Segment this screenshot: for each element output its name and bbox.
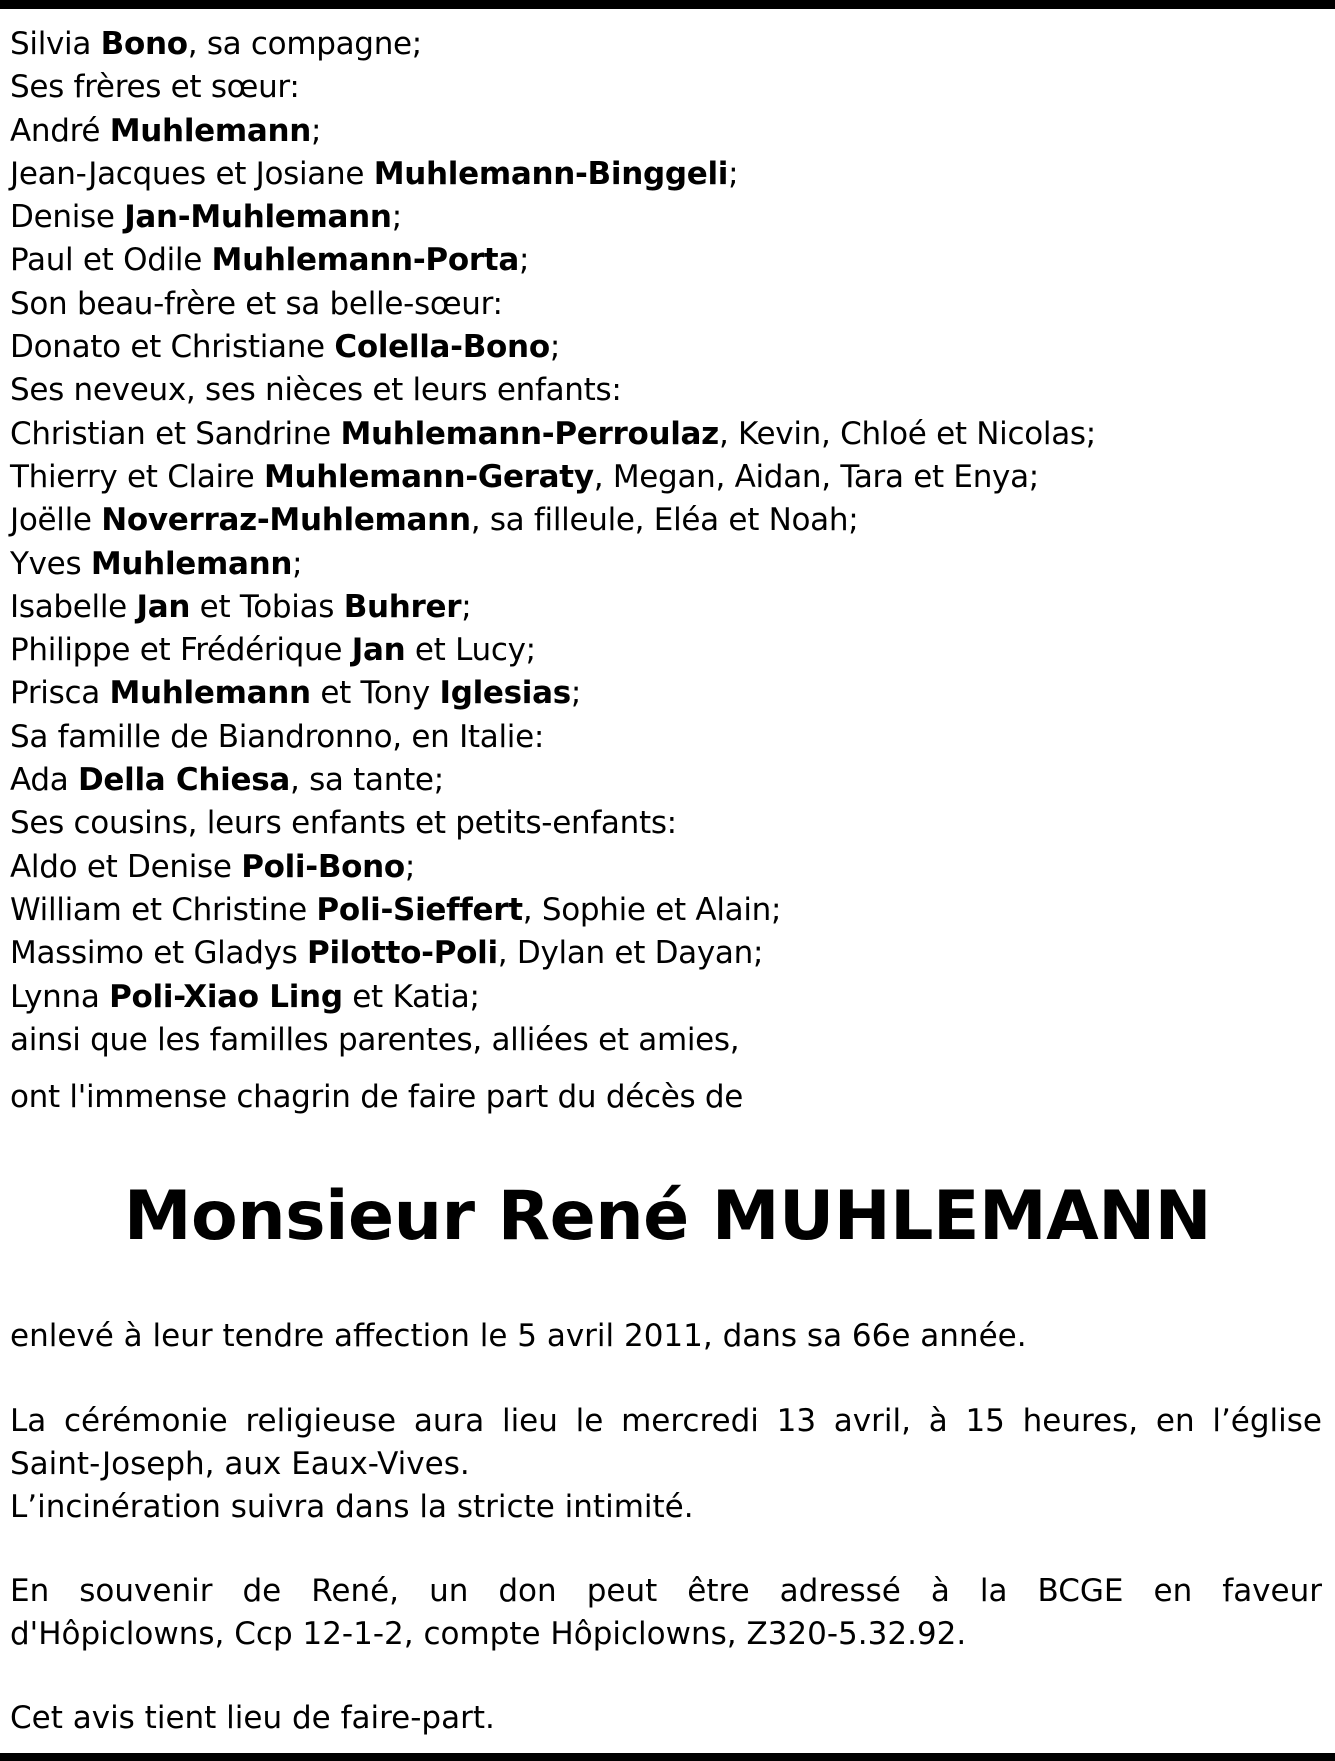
family-text: Ses neveux, ses nièces et leurs enfants: bbox=[10, 372, 622, 409]
family-line bbox=[10, 326, 1320, 369]
family-text: ; bbox=[461, 588, 472, 625]
family-line bbox=[10, 629, 1320, 672]
family-text: ; bbox=[391, 199, 402, 236]
ceremony-line: Saint-Joseph, aux Eaux-Vives. bbox=[10, 1446, 470, 1482]
family-line bbox=[10, 889, 1320, 932]
family-text: Silvia bbox=[10, 26, 101, 62]
family-line bbox=[10, 456, 1320, 499]
family-surname: Buhrer bbox=[343, 588, 462, 625]
family-line bbox=[10, 543, 1320, 586]
family-text: Isabelle bbox=[10, 588, 137, 625]
family-line bbox=[10, 586, 1320, 629]
family-text: William et Christine bbox=[10, 891, 317, 928]
family-surname: Muhlemann bbox=[90, 545, 293, 582]
family-line bbox=[10, 846, 1320, 889]
family-surname: Poli-Sieffert bbox=[316, 891, 523, 928]
family-line bbox=[10, 110, 1320, 153]
family-text: Christian et Sandrine bbox=[10, 415, 341, 452]
family-text: ; bbox=[549, 329, 560, 366]
family-line bbox=[10, 759, 1320, 802]
family-text: ainsi que les familles parentes, alliées et amies, bbox=[10, 1021, 740, 1058]
family-text: , Sophie et Alain; bbox=[522, 891, 782, 928]
family-text: Massimo et Gladys bbox=[10, 935, 308, 972]
family-text: Joëlle bbox=[10, 502, 102, 539]
family-surname: Jan bbox=[351, 632, 406, 669]
family-text: ; bbox=[292, 545, 303, 582]
death-notice: enlevé à leur tendre affection le 5 avril 2011, dans sa 66e année. bbox=[10, 1318, 1027, 1354]
family-line bbox=[10, 66, 1320, 109]
family-text: Philippe et Frédérique bbox=[10, 632, 352, 669]
family-surname: Muhlemann bbox=[109, 112, 312, 149]
family-surname: Poli-Bono bbox=[241, 848, 405, 885]
family-text: et Tony bbox=[310, 675, 440, 712]
family-text: et Tobias bbox=[190, 588, 344, 625]
family-surname: Iglesias bbox=[439, 675, 571, 712]
family-text: , Dylan et Dayan; bbox=[497, 935, 764, 972]
donation-paragraph bbox=[10, 1570, 1322, 1656]
family-line bbox=[10, 153, 1320, 196]
family-text: ; bbox=[311, 112, 322, 149]
deceased-name: Monsieur René MUHLEMANN bbox=[123, 1177, 1212, 1256]
family-surname: Bono bbox=[100, 26, 188, 62]
family-text: ; bbox=[404, 848, 416, 885]
family-text: ; bbox=[518, 242, 530, 279]
family-surname: Muhlemann-Geraty bbox=[263, 458, 594, 495]
family-text: , sa compagne; bbox=[187, 26, 422, 62]
family-text: Paul et Odile bbox=[10, 242, 212, 279]
family-surname: Jan bbox=[136, 588, 191, 625]
family-line bbox=[10, 932, 1320, 975]
family-line bbox=[10, 499, 1320, 542]
family-line bbox=[10, 23, 1320, 66]
family-surname: Muhlemann-Perroulaz bbox=[340, 415, 719, 452]
family-text: ; bbox=[570, 675, 582, 712]
family-text: , Megan, Aidan, Tara et Enya; bbox=[593, 458, 1039, 495]
closing-note: Cet avis tient lieu de faire-part. bbox=[10, 1700, 495, 1736]
family-text: , sa filleule, Eléa et Noah; bbox=[470, 502, 859, 539]
bottom-border-rule bbox=[0, 1753, 1335, 1761]
family-text: et Lucy; bbox=[405, 632, 536, 669]
family-text: et Katia; bbox=[342, 978, 480, 1015]
family-surname: Muhlemann-Porta bbox=[211, 242, 519, 279]
family-surname: Jan-Muhlemann bbox=[124, 199, 392, 236]
ceremony-line: La cérémonie religieuse aura lieu le mercredi 13 avril, à 15 heures, en l’église bbox=[10, 1403, 1322, 1439]
family-line bbox=[10, 239, 1320, 282]
family-text: Yves bbox=[10, 545, 91, 582]
family-text: André bbox=[10, 112, 110, 149]
family-surname: Colella-Bono bbox=[334, 329, 550, 366]
donation-line: d'Hôpiclowns, Ccp 12-1-2, compte Hôpiclowns, Z320-5.32.92. bbox=[10, 1616, 967, 1652]
cremation-line: L’incinération suivra dans la stricte intimité. bbox=[10, 1489, 694, 1525]
family-text: Thierry et Claire bbox=[10, 458, 264, 495]
family-text: , sa tante; bbox=[289, 762, 444, 799]
family-text: Ses frères et sœur: bbox=[10, 69, 300, 106]
family-mourners-list bbox=[10, 23, 1320, 1062]
family-surname: Della Chiesa bbox=[78, 762, 290, 799]
family-line bbox=[10, 369, 1320, 412]
family-surname: Pilotto-Poli bbox=[307, 935, 498, 972]
family-surname: Noverraz-Muhlemann bbox=[101, 502, 471, 539]
donation-line: En souvenir de René, un don peut être adressé à la BCGE en faveur bbox=[10, 1573, 1322, 1609]
family-text: , Kevin, Chloé et Nicolas; bbox=[718, 415, 1096, 452]
family-line bbox=[10, 413, 1320, 456]
family-line bbox=[10, 716, 1320, 759]
family-text: Sa famille de Biandronno, en Italie: bbox=[10, 718, 545, 755]
family-line bbox=[10, 283, 1320, 326]
ceremony-paragraph bbox=[10, 1400, 1322, 1529]
family-text: Denise bbox=[10, 199, 125, 236]
family-line bbox=[10, 196, 1320, 239]
announcement-line: ont l'immense chagrin de faire part du décès de bbox=[10, 1079, 744, 1115]
family-surname: Muhlemann bbox=[109, 675, 311, 712]
family-line bbox=[10, 1019, 1320, 1062]
family-line bbox=[10, 976, 1320, 1019]
family-surname: Poli-Xiao Ling bbox=[109, 978, 343, 1015]
family-line bbox=[10, 672, 1320, 715]
family-surname: Muhlemann-Binggeli bbox=[373, 155, 729, 192]
family-text: Prisca bbox=[10, 675, 110, 712]
family-text: Ses cousins, leurs enfants et petits-enfants: bbox=[10, 805, 677, 842]
family-text: Jean-Jacques et Josiane bbox=[10, 155, 374, 192]
family-line bbox=[10, 802, 1320, 845]
family-text: Lynna bbox=[10, 978, 110, 1015]
family-text: Aldo et Denise bbox=[10, 848, 242, 885]
family-text: Ada bbox=[10, 762, 78, 799]
top-border-rule bbox=[0, 0, 1335, 9]
family-text: Donato et Christiane bbox=[10, 329, 335, 366]
family-text: Son beau-frère et sa belle-sœur: bbox=[10, 285, 503, 322]
family-text: ; bbox=[728, 155, 739, 192]
